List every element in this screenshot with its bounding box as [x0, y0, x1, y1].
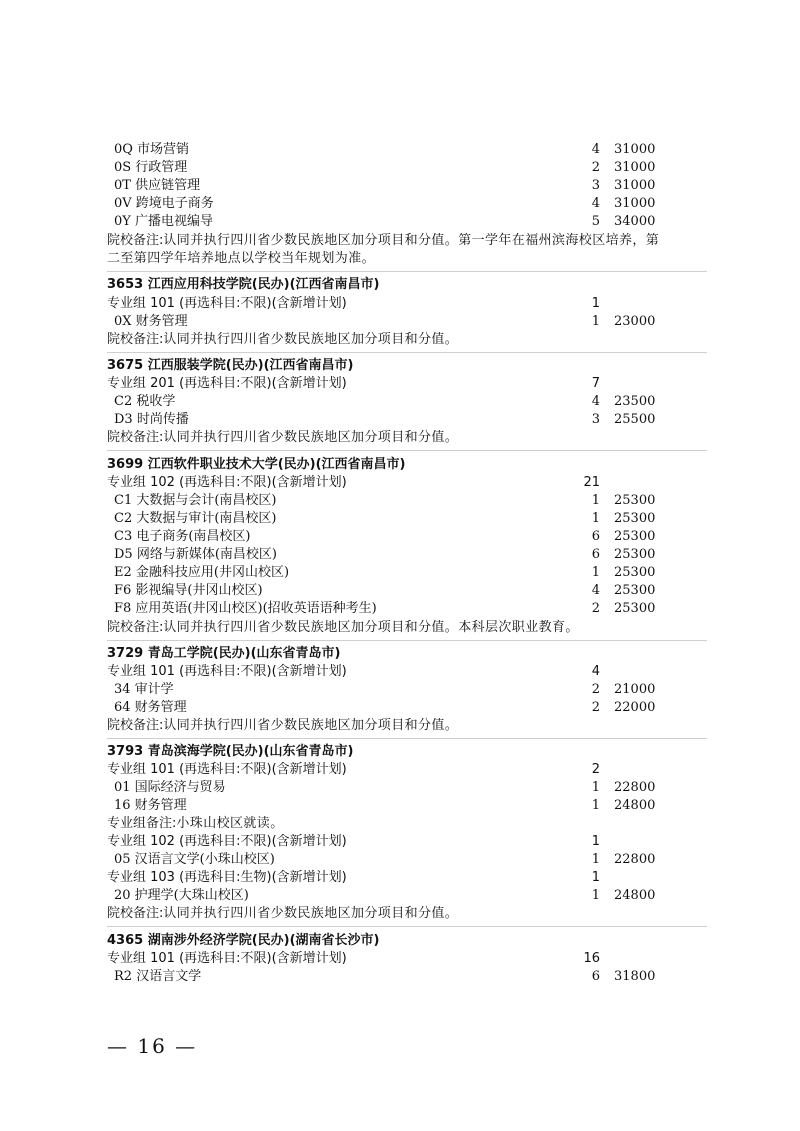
major-row: [0, 159, 800, 177]
major-row: [0, 851, 800, 869]
major-fee: 23500: [614, 394, 656, 409]
page-number: — 16 —: [107, 1034, 198, 1058]
major-count: 4: [591, 583, 600, 598]
major-fee: 21000: [614, 682, 656, 697]
major-row: [0, 313, 800, 331]
section-divider: [107, 640, 707, 641]
remark-label: 院校备注:: [107, 718, 164, 733]
major-row: [0, 887, 800, 905]
major-group-row: [0, 474, 800, 492]
group-label: 专业组 101 (再选科目:不限)(含新增计划): [107, 951, 347, 966]
group-count: 1: [591, 834, 600, 849]
major-count: 2: [591, 160, 600, 175]
major-name: 0S 行政管理: [114, 160, 188, 175]
major-fee: 25300: [614, 583, 656, 598]
major-name: 0Y 广播电视编导: [114, 214, 213, 229]
major-row: [0, 195, 800, 213]
major-fee: 23000: [614, 314, 656, 329]
group-label: 专业组 201 (再选科目:不限)(含新增计划): [107, 376, 347, 391]
major-fee: 25300: [614, 511, 656, 526]
group-remark-text: 小珠山校区就读。: [176, 816, 284, 831]
major-group-row: [0, 950, 800, 968]
major-row: [0, 968, 800, 986]
major-fee: 24800: [614, 888, 656, 903]
major-count: 6: [591, 529, 600, 544]
major-name: 0X 财务管理: [114, 314, 188, 329]
remark-text: 认同并执行四川省少数民族地区加分项目和分值。: [163, 718, 459, 733]
group-label: 专业组 101 (再选科目:不限)(含新增计划): [107, 664, 347, 679]
section-divider: [107, 352, 707, 353]
group-count: 4: [591, 664, 600, 679]
major-count: 1: [591, 511, 600, 526]
major-count: 3: [591, 178, 600, 193]
major-fee: 22800: [614, 852, 656, 867]
school-remark: [107, 232, 707, 250]
major-row: [0, 681, 800, 699]
major-fee: 34000: [614, 214, 656, 229]
school-remark: [107, 331, 707, 349]
major-count: 2: [591, 700, 600, 715]
major-row: [0, 699, 800, 717]
school-title: 3699 江西软件职业技术大学(民办)(江西省南昌市): [107, 457, 406, 472]
major-name: 20 护理学(大珠山校区): [114, 888, 249, 903]
major-group-row: [0, 833, 800, 851]
major-count: 1: [591, 565, 600, 580]
group-remark: [107, 815, 707, 833]
remark-label: 院校备注:: [107, 620, 164, 635]
major-count: 3: [591, 412, 600, 427]
major-name: 0V 跨境电子商务: [114, 196, 214, 211]
major-name: F8 应用英语(井冈山校区)(招收英语语种考生): [114, 601, 377, 616]
remark-text: 认同并执行四川省少数民族地区加分项目和分值。本科层次职业教育。: [163, 620, 579, 635]
major-fee: 25300: [614, 565, 656, 580]
major-count: 1: [591, 798, 600, 813]
major-row: [0, 797, 800, 815]
major-group-row: [0, 761, 800, 779]
school-title: 3793 青岛滨海学院(民办)(山东省青岛市): [107, 744, 354, 759]
group-label: 专业组 102 (再选科目:不限)(含新增计划): [107, 834, 347, 849]
major-fee: 25500: [614, 412, 656, 427]
school-title: 3729 青岛工学院(民办)(山东省青岛市): [107, 646, 341, 661]
major-row: [0, 546, 800, 564]
major-fee: 25300: [614, 547, 656, 562]
school-title: 4365 湖南涉外经济学院(民办)(湖南省长沙市): [107, 933, 380, 948]
major-fee: 31800: [614, 969, 656, 984]
major-count: 4: [591, 142, 600, 157]
group-count: 1: [591, 296, 600, 311]
major-fee: 31000: [614, 196, 656, 211]
major-name: 01 国际经济与贸易: [114, 780, 226, 795]
major-count: 6: [591, 547, 600, 562]
group-label: 专业组 101 (再选科目:不限)(含新增计划): [107, 296, 347, 311]
major-count: 4: [591, 394, 600, 409]
major-count: 1: [591, 314, 600, 329]
major-fee: 25300: [614, 601, 656, 616]
major-name: 34 审计学: [114, 682, 174, 697]
major-name: C1 大数据与会计(南昌校区): [114, 493, 277, 508]
remark-label: 院校备注:: [107, 430, 164, 445]
major-name: 05 汉语言文学(小珠山校区): [114, 852, 275, 867]
remark-text: 认同并执行四川省少数民族地区加分项目和分值。: [163, 906, 459, 921]
section-divider: [107, 450, 707, 451]
major-row: [0, 177, 800, 195]
remark-label: 院校备注:: [107, 906, 164, 921]
major-name: 16 财务管理: [114, 798, 187, 813]
remark-text: 认同并执行四川省少数民族地区加分项目和分值。第一学年在福州滨海校区培养，第: [163, 233, 660, 248]
major-group-row: [0, 663, 800, 681]
group-count: 2: [591, 762, 600, 777]
major-count: 5: [591, 214, 600, 229]
school-title: 3653 江西应用科技学院(民办)(江西省南昌市): [107, 277, 380, 292]
major-name: 0T 供应链管理: [114, 178, 201, 193]
major-count: 6: [591, 969, 600, 984]
major-row: [0, 600, 800, 618]
school-remark: [107, 717, 707, 735]
major-fee: 25300: [614, 529, 656, 544]
remark-label: 院校备注:: [107, 233, 164, 248]
major-row: [0, 582, 800, 600]
major-fee: 31000: [614, 160, 656, 175]
major-row: [0, 492, 800, 510]
major-count: 1: [591, 852, 600, 867]
section-divider: [107, 271, 707, 272]
group-label: 专业组 102 (再选科目:不限)(含新增计划): [107, 475, 347, 490]
major-row: [0, 564, 800, 582]
group-label: 专业组 103 (再选科目:生物)(含新增计划): [107, 870, 347, 885]
group-count: 16: [583, 951, 600, 966]
major-name: R2 汉语言文学: [114, 969, 202, 984]
remark-text: 认同并执行四川省少数民族地区加分项目和分值。: [163, 430, 459, 445]
major-row: [0, 213, 800, 231]
remark-text: 二至第四学年培养地点以学校当年规划为准。: [107, 251, 376, 266]
major-count: 1: [591, 780, 600, 795]
major-group-row: [0, 295, 800, 313]
school-remark: [107, 619, 707, 637]
major-row: [0, 528, 800, 546]
major-row: [0, 141, 800, 159]
group-label: 专业组 101 (再选科目:不限)(含新增计划): [107, 762, 347, 777]
major-name: E2 金融科技应用(井冈山校区): [114, 565, 290, 580]
major-count: 4: [591, 196, 600, 211]
major-row: [0, 411, 800, 429]
school-remark: [107, 905, 707, 923]
major-count: 2: [591, 601, 600, 616]
major-row: [0, 779, 800, 797]
major-fee: 31000: [614, 178, 656, 193]
group-count: 21: [583, 475, 600, 490]
major-fee: 25300: [614, 493, 656, 508]
school-remark: [107, 429, 707, 447]
major-fee: 22800: [614, 780, 656, 795]
major-count: 2: [591, 682, 600, 697]
section-divider: [107, 738, 707, 739]
major-group-row: [0, 375, 800, 393]
major-name: C2 大数据与审计(南昌校区): [114, 511, 277, 526]
major-name: 64 财务管理: [114, 700, 187, 715]
major-count: 1: [591, 493, 600, 508]
major-group-row: [0, 869, 800, 887]
remark-text: 认同并执行四川省少数民族地区加分项目和分值。: [163, 332, 459, 347]
section-divider: [107, 926, 707, 927]
remark-label: 院校备注:: [107, 332, 164, 347]
major-row: [0, 510, 800, 528]
major-row: [0, 393, 800, 411]
major-name: F6 影视编导(井冈山校区): [114, 583, 263, 598]
group-count: 7: [591, 376, 600, 391]
major-fee: 31000: [614, 142, 656, 157]
major-name: C3 电子商务(南昌校区): [114, 529, 251, 544]
major-fee: 24800: [614, 798, 656, 813]
major-name: 0Q 市场营销: [114, 142, 190, 157]
school-remark-continued: [107, 250, 707, 268]
school-title: 3675 江西服装学院(民办)(江西省南昌市): [107, 358, 354, 373]
major-name: D3 时尚传播: [114, 412, 189, 427]
major-name: C2 税收学: [114, 394, 176, 409]
group-remark-label: 专业组备注:: [107, 816, 177, 831]
major-fee: 22000: [614, 700, 656, 715]
major-count: 1: [591, 888, 600, 903]
group-count: 1: [591, 870, 600, 885]
major-name: D5 网络与新媒体(南昌校区): [114, 547, 277, 562]
